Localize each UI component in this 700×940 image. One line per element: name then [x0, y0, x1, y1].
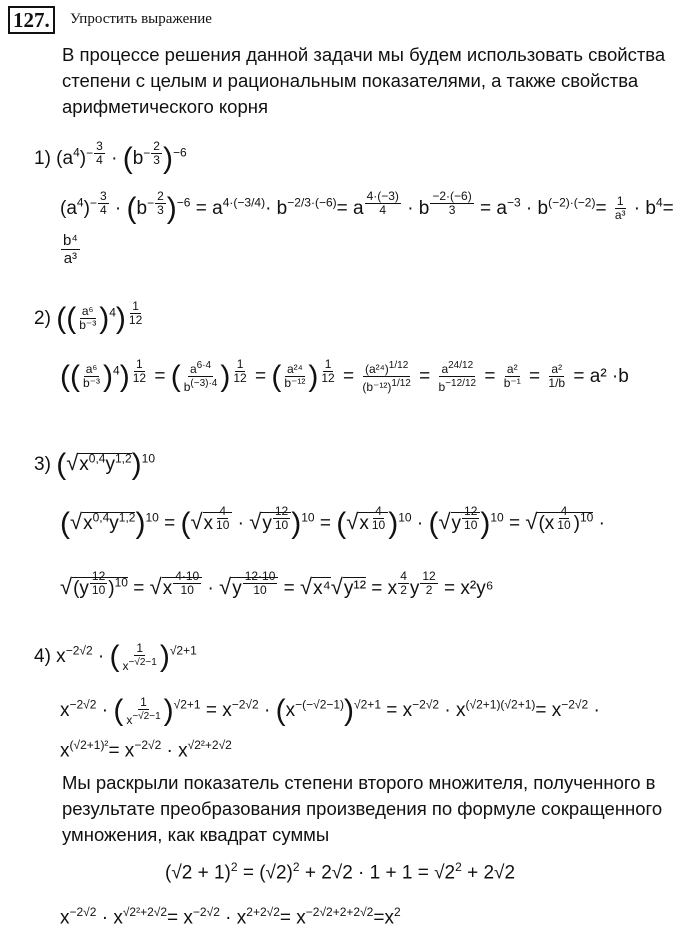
problem-1-solution-line-1: $(a^4)^{- \frac{3}{4}}$ · ($b^{- \frac{2}{3}}$ )$^{-6} = a^{4\cdot(-3/4)}\cdot b^{-2/3\cdot(-6)}= a$ $^{\frac{4\cdot(-3)}{4}}$ · b $^{\frac{-2\cdot(-6)}{3}}$ = $a^{-3} \cdot b^{(-2)\cdot(-2)}=$ $\frac{1}{\text{a³}}$ · $b^4=$: [60, 189, 674, 225]
problem-2: 2) (( $\frac{\text{a⁶}}{\text{b⁻³}}$ )$^4$) $^{\frac{1}{12}}$: [34, 299, 143, 335]
problem-4-final-line: $x^{-2√2} \cdot x^{√2^2+2√2}= x^{-2√2} \cdot x^{2+2√2}= x^{-2√2+2+2√2}=x^2$: [60, 905, 401, 929]
problem-1-result: $\frac{\text{b⁴}}{\text{a³}}$: [63, 232, 78, 267]
item-label: 1): [34, 148, 51, 169]
problem-4: 4) $x^{-2√2}$ · ( $\frac{1}{x^{-√2-1}}$ )$^{√2+1}$: [34, 640, 197, 673]
square-of-sum-formula: $(√2 + 1)^2 = (√2)^2 + 2√2 \cdot 1 + 1 = √2^2 + 2√2$: [165, 860, 516, 884]
problem-2-solution: (( $\frac{\text{a⁶}}{\text{b⁻³}}$ )$^4$) $^{\frac{1}{12}}$ = ( $\frac{a^{6\cdot 4}}{b^{(-3)\cdot 4}}$ ) $^{\frac{1}{12}}$ = ( $\frac{\text{a²⁴}}{\text{b⁻¹²}}$ ) $^{\frac{1}{12}}$ = $\frac{(a^{24})^{1/12}}{(b^{-12})^{1/12}}$ = $\frac{a^{24/12}}{b^{-12/12}}$ = $\frac{\text{a²}}{\text{b⁻¹}}$ = $\frac{\text{a²}}{1/b}$ = a² ·b: [60, 357, 629, 395]
intro-paragraph: [62, 42, 692, 120]
task-title: Упростить выражение: [70, 11, 212, 27]
problem-2-result: = a² ·b: [573, 366, 629, 387]
problem-3-solution-line-2: √(y $^{\frac{12}{10}}$ )$^{10}$ = √x $^{\frac{4\cdot 10}{10}}$ · √y $^{\frac{12\cdot 10}{10}}$ = √x⁴√y¹² = x $^{\frac{4}{2}}$ y $^{\frac{12}{2}}$ = x²y⁶: [60, 569, 494, 599]
problem-4-solution-line-2: $x^{(√2+1)^2}= x^{-2√2} \cdot x^{√2^2+2√2}$: [60, 738, 232, 762]
problem-3: 3) $(√x^{0,4}y^{1,2})^{10}$: [34, 448, 155, 481]
task-number: 127.: [8, 6, 55, 34]
explanation-paragraph: [62, 770, 692, 848]
problem-3-solution-line-1: $(√x^{0,4}y^{1,2})^{10} = (√x$ $^{\frac{4}{10}}$ · √y $^{\frac{12}{10}}$ )$^{10}$ = (√x $^{\frac{4}{10}}$ )$^{10}$ · (√y $^{\frac{12}{10}}$ )$^{10}$ = √(x $^{\frac{4}{10}}$ )$^{10}$ ·: [60, 504, 605, 540]
problem-3-result: = x²y⁶: [444, 578, 494, 599]
intro-line: степени с целым и рациональным показателями, а также свойства: [62, 70, 639, 91]
intro-line: В процессе решения данной задачи мы будем использовать свойства: [62, 44, 666, 65]
item-label: 3): [34, 454, 51, 476]
item-label: 4): [34, 646, 51, 668]
intro-line: арифметического корня: [62, 96, 268, 117]
problem-1: 1) $(a^4)^{- \frac{3}{4}}$ · ($b^{- \frac{2}{3}}$ )$^{-6}$: [34, 139, 187, 175]
explanation-line: Мы раскрыли показатель степени второго множителя, полученного в: [62, 772, 656, 793]
problem-4-solution-line-1: $x^{-2√2}$ · ( $\frac{1}{x^{-√2-1}}$ )$^{√2+1} = x^{-2√2} \cdot (x^{-(-√2-1)})^{√2+1} = x^{-2√2} \cdot x^{(√2+1)(√2+1)}= x^{-2√2}$ ·: [60, 694, 600, 727]
explanation-line: умножения, как квадрат суммы: [62, 824, 330, 845]
item-label: 2): [34, 308, 51, 329]
explanation-line: результате преобразования произведения по формуле сокращенного: [62, 798, 663, 819]
